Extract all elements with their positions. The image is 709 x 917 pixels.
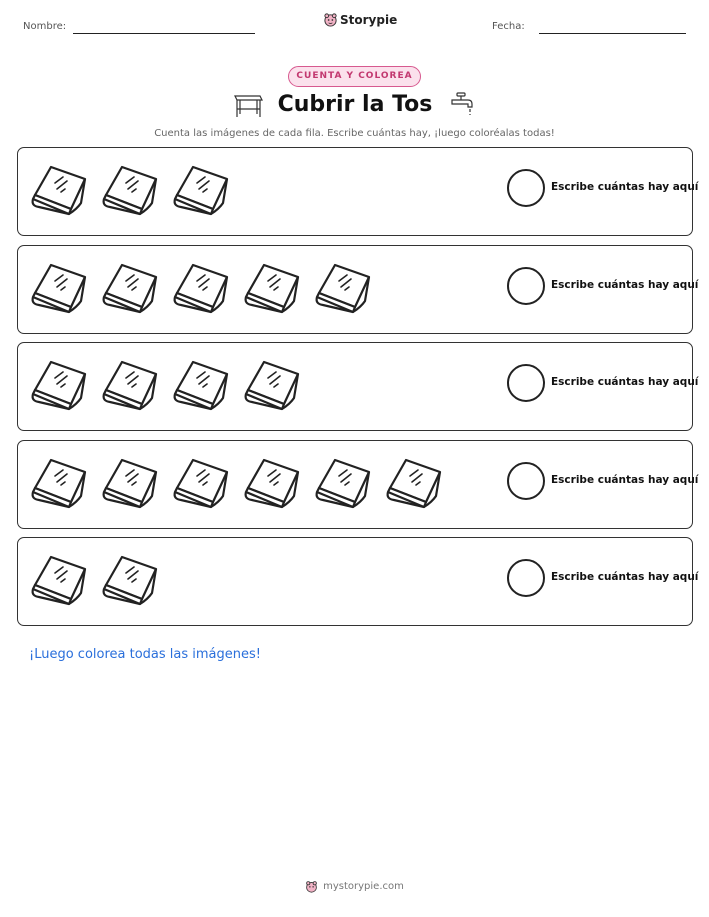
- folded-tissue-icon[interactable]: [171, 159, 233, 219]
- folded-tissue-icon[interactable]: [29, 354, 91, 414]
- folded-tissue-icon[interactable]: [100, 549, 162, 609]
- folded-tissue-icon[interactable]: [100, 257, 162, 317]
- count-prompt: Escribe cuántas hay aquí: [551, 376, 699, 388]
- wooden-stool-icon: [232, 90, 264, 120]
- counting-row: [17, 440, 699, 529]
- count-prompt: Escribe cuántas hay aquí: [551, 279, 699, 291]
- instructions: Cuenta las imágenes de cada fila. Escribe cuántas hay, ¡luego coloréalas todas!: [154, 128, 555, 139]
- storypie-mascot-icon: [305, 880, 318, 893]
- faucet-icon: [448, 90, 476, 118]
- folded-tissue-icon[interactable]: [313, 452, 375, 512]
- answer-circle[interactable]: [507, 462, 545, 500]
- date-label: Fecha:: [492, 21, 525, 32]
- name-line[interactable]: [73, 33, 255, 34]
- page-title: Cubrir la Tos: [277, 92, 433, 117]
- counting-row: [17, 245, 699, 334]
- counting-row: [17, 537, 699, 626]
- folded-tissue-icon[interactable]: [384, 452, 446, 512]
- footer-brand: [0, 880, 709, 893]
- name-label: Nombre:: [23, 21, 67, 32]
- folded-tissue-icon[interactable]: [29, 549, 91, 609]
- folded-tissue-icon[interactable]: [242, 452, 304, 512]
- folded-tissue-icon[interactable]: [171, 257, 233, 317]
- folded-tissue-icon[interactable]: [171, 354, 233, 414]
- folded-tissue-icon[interactable]: [242, 354, 304, 414]
- answer-circle[interactable]: [507, 267, 545, 305]
- footer-note: ¡Luego colorea todas las imágenes!: [29, 647, 261, 662]
- count-prompt: Escribe cuántas hay aquí: [551, 474, 699, 486]
- answer-circle[interactable]: [507, 169, 545, 207]
- folded-tissue-icon[interactable]: [242, 257, 304, 317]
- counting-row: [17, 147, 699, 236]
- brand-name: Storypie: [340, 12, 398, 27]
- date-line[interactable]: [539, 33, 686, 34]
- folded-tissue-icon[interactable]: [100, 452, 162, 512]
- count-prompt: Escribe cuántas hay aquí: [551, 571, 699, 583]
- folded-tissue-icon[interactable]: [29, 159, 91, 219]
- folded-tissue-icon[interactable]: [29, 257, 91, 317]
- folded-tissue-icon[interactable]: [171, 452, 233, 512]
- folded-tissue-icon[interactable]: [100, 354, 162, 414]
- folded-tissue-icon[interactable]: [29, 452, 91, 512]
- counting-row: [17, 342, 699, 431]
- folded-tissue-icon[interactable]: [313, 257, 375, 317]
- footer-brand-url: mystorypie.com: [323, 881, 404, 892]
- brand-logo: [323, 12, 397, 27]
- count-prompt: Escribe cuántas hay aquí: [551, 181, 699, 193]
- storypie-mascot-icon: [323, 12, 338, 27]
- folded-tissue-icon[interactable]: [100, 159, 162, 219]
- answer-circle[interactable]: [507, 364, 545, 402]
- activity-badge: CUENTA Y COLOREA: [288, 66, 421, 87]
- answer-circle[interactable]: [507, 559, 545, 597]
